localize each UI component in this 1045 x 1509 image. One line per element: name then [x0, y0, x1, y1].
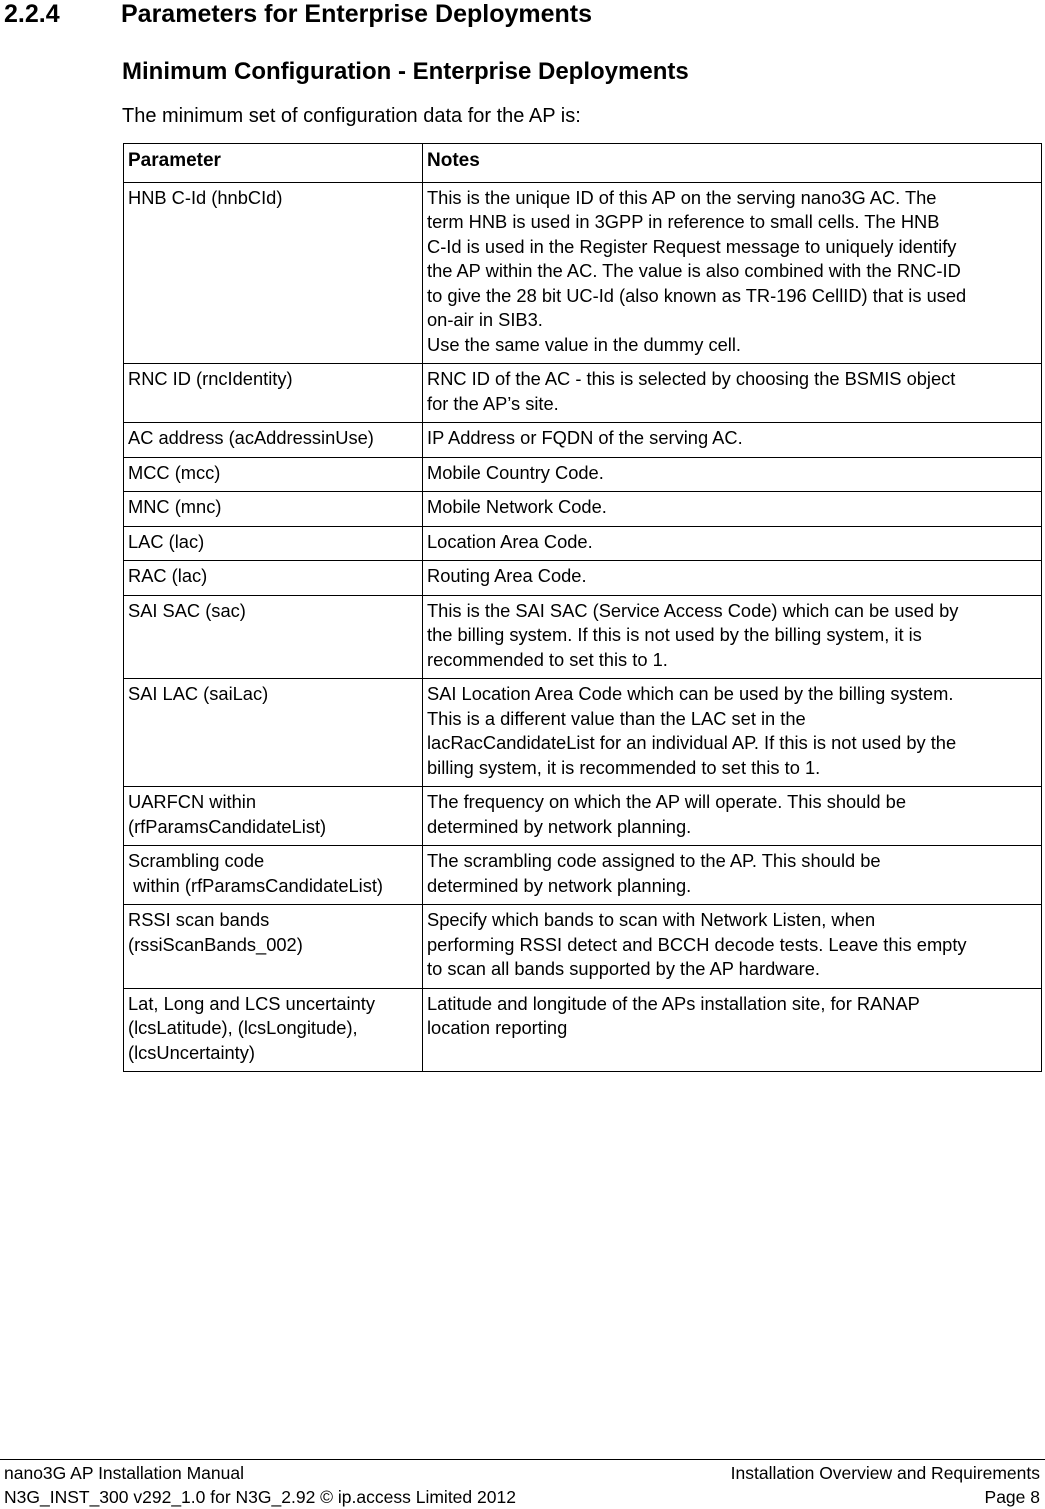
notes-cell [423, 526, 1042, 561]
parameter-text: MNC (mnc) [128, 496, 222, 517]
notes-text: billing system, it is recommended to set this to 1. [427, 756, 821, 778]
parameter-cell [124, 561, 423, 596]
parameter-text: (rfParamsCandidateList) [128, 815, 327, 837]
parameters-table [123, 143, 1042, 1072]
table-body [124, 182, 1042, 1072]
notes-text: Specify which bands to scan with Network Listen, when [427, 909, 876, 930]
footer-manual-title: nano3G AP Installation Manual [4, 1463, 244, 1483]
parameter-cell [124, 905, 423, 989]
notes-cell [423, 679, 1042, 787]
notes-text: RNC ID of the AC - this is selected by choosing the BSMIS object [427, 368, 956, 389]
column-header-parameter: Parameter [124, 144, 423, 183]
notes-cell [423, 492, 1042, 527]
parameter-cell [124, 846, 423, 905]
notes-cell [423, 988, 1042, 1072]
notes-cell [423, 595, 1042, 679]
parameter-cell [124, 492, 423, 527]
table-row [124, 364, 1042, 423]
table-row [124, 457, 1042, 492]
parameter-text: RAC (lac) [128, 565, 208, 586]
notes-text: This is a different value than the LAC set in the [427, 707, 806, 729]
intro-text: The minimum set of configuration data for the AP is: [122, 105, 581, 127]
notes-cell [423, 457, 1042, 492]
section-title: Parameters for Enterprise Deployments [121, 0, 593, 28]
notes-text: Mobile Network Code. [427, 496, 607, 517]
parameter-cell [124, 595, 423, 679]
notes-text: location reporting [427, 1017, 568, 1038]
notes-text: the billing system. If this is not used by the billing system, it is [427, 624, 922, 645]
notes-cell [423, 364, 1042, 423]
table-row [124, 988, 1042, 1072]
notes-text: determined by network planning. [427, 874, 692, 896]
section-heading [4, 0, 592, 28]
table-row [124, 561, 1042, 596]
table-row [124, 905, 1042, 989]
notes-text: the AP within the AC. The value is also combined with the RNC-ID [427, 260, 961, 281]
table-row [124, 182, 1042, 364]
notes-cell [423, 182, 1042, 364]
parameter-text: Lat, Long and LCS uncertainty [128, 992, 375, 1014]
parameter-text: HNB C-Id (hnbCId) [128, 186, 283, 208]
parameter-cell [124, 988, 423, 1072]
table-row [124, 787, 1042, 846]
notes-text: This is the SAI SAC (Service Access Code) which can be used by [427, 599, 959, 621]
notes-cell [423, 561, 1042, 596]
notes-text: performing RSSI detect and BCCH decode tests. Leave this empty [427, 933, 967, 955]
parameter-text: LAC (lac) [128, 530, 205, 552]
notes-text: to give the 28 bit UC-Id (also known as TR-196 CellID) that is used [427, 284, 967, 306]
notes-text: Mobile Country Code. [427, 461, 604, 483]
parameter-cell [124, 679, 423, 787]
table-row [124, 492, 1042, 527]
notes-text: determined by network planning. [427, 815, 692, 837]
parameter-cell [124, 364, 423, 423]
parameter-text: within (rfParamsCandidateList) [128, 874, 384, 896]
parameter-text: (lcsLatitude), (lcsLongitude), [128, 1017, 358, 1038]
parameter-text: RSSI scan bands [128, 909, 270, 930]
parameter-text: SAI LAC (saiLac) [128, 683, 269, 704]
parameter-text: AC address (acAddressinUse) [128, 427, 374, 448]
footer-chapter-title: Installation Overview and Requirements [730, 1463, 1040, 1483]
table-row [124, 526, 1042, 561]
table-row [124, 679, 1042, 787]
notes-text: C-Id is used in the Register Request message to uniquely identify [427, 235, 957, 257]
parameter-cell [124, 423, 423, 458]
parameter-cell [124, 787, 423, 846]
parameter-cell [124, 182, 423, 364]
table-row [124, 595, 1042, 679]
notes-text: to scan all bands supported by the AP hardware. [427, 958, 820, 979]
notes-text: Use the same value in the dummy cell. [427, 333, 741, 355]
footer-divider [0, 1459, 1045, 1460]
parameter-text: RNC ID (rncIdentity) [128, 368, 293, 389]
notes-text: recommended to set this to 1. [427, 648, 668, 670]
notes-cell [423, 846, 1042, 905]
parameter-text: Scrambling code [128, 850, 265, 871]
footer-document-id: N3G_INST_300 v292_1.0 for N3G_2.92 © ip.access Limited 2012 [4, 1487, 516, 1507]
notes-cell [423, 787, 1042, 846]
table-header-row [124, 144, 1042, 183]
parameter-text: (lcsUncertainty) [128, 1041, 255, 1063]
notes-text: lacRacCandidateList for an individual AP. If this is not used by the [427, 732, 957, 753]
parameter-text: SAI SAC (sac) [128, 599, 246, 621]
parameter-text: UARFCN within [128, 791, 256, 812]
notes-text: Routing Area Code. [427, 565, 587, 586]
notes-text: This is the unique ID of this AP on the serving nano3G AC. The [427, 186, 937, 208]
section-number: 2.2.4 [4, 0, 60, 28]
parameter-text: (rssiScanBands_002) [128, 933, 303, 955]
notes-text: The frequency on which the AP will operate. This should be [427, 791, 906, 812]
notes-text: IP Address or FQDN of the serving AC. [427, 427, 743, 448]
table-row [124, 846, 1042, 905]
notes-cell [423, 905, 1042, 989]
notes-text: The scrambling code assigned to the AP. This should be [427, 850, 881, 871]
notes-text: SAI Location Area Code which can be used by the billing system. [427, 683, 954, 704]
column-header-notes: Notes [423, 144, 1042, 183]
footer-page-number: Page 8 [984, 1487, 1040, 1507]
notes-text: term HNB is used in 3GPP in reference to small cells. The HNB [427, 211, 940, 232]
notes-text: Latitude and longitude of the APs installation site, for RANAP [427, 992, 920, 1014]
parameter-cell [124, 526, 423, 561]
notes-text: on-air in SIB3. [427, 309, 543, 330]
notes-text: Location Area Code. [427, 530, 593, 552]
table-row [124, 423, 1042, 458]
notes-cell [423, 423, 1042, 458]
notes-text: for the AP’s site. [427, 392, 559, 414]
subsection-title: Minimum Configuration - Enterprise Deployments [122, 58, 689, 85]
parameter-cell [124, 457, 423, 492]
parameter-text: MCC (mcc) [128, 461, 221, 483]
